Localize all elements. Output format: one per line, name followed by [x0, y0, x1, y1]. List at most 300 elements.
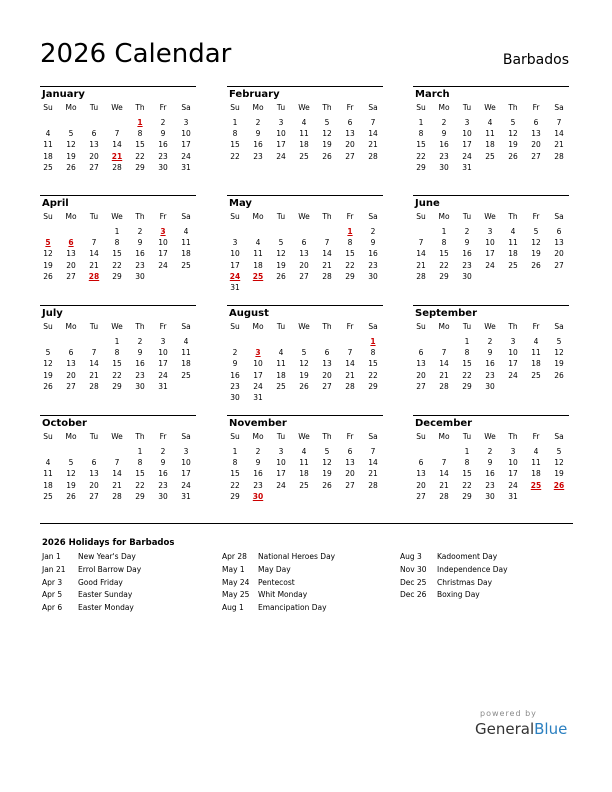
day-cell: 29 — [230, 491, 240, 501]
day-cell: 10 — [508, 458, 518, 468]
day-cell: 30 — [485, 381, 495, 391]
month-may — [227, 195, 383, 296]
day-cell: 26 — [276, 271, 286, 281]
day-cell: 13 — [416, 359, 426, 369]
day-cell: 19 — [554, 359, 564, 369]
weekday-header: Sa — [181, 212, 191, 221]
brand-logo-part1: General — [475, 720, 535, 738]
day-cell: 27 — [416, 491, 426, 501]
day-cell: 9 — [441, 129, 447, 139]
day-cell: 22 — [112, 370, 122, 380]
day-cell: 4 — [533, 337, 539, 346]
day-cell: 14 — [439, 469, 449, 479]
weekday-header: We — [111, 212, 123, 221]
day-cell: 18 — [253, 260, 263, 270]
day-cell: 26 — [66, 162, 76, 172]
day-cell: 22 — [135, 151, 145, 161]
holiday-day: 3 — [160, 227, 166, 236]
weekday-header: We — [298, 103, 310, 112]
holiday-day: 25 — [252, 271, 264, 281]
day-cell: 18 — [181, 249, 191, 259]
month-april — [40, 195, 196, 296]
holiday-day: 25 — [530, 480, 542, 490]
day-cell: 12 — [508, 129, 518, 139]
day-cell: 28 — [554, 151, 564, 161]
day-cell: 22 — [439, 260, 449, 270]
holiday-name: National Heroes Day — [258, 552, 336, 561]
day-cell: 16 — [485, 359, 495, 369]
day-cell: 16 — [485, 469, 495, 479]
weekday-header: Fr — [532, 212, 540, 221]
month-name: April — [42, 198, 69, 209]
day-cell: 29 — [345, 271, 355, 281]
weekday-header: Su — [416, 322, 426, 331]
day-cell: 17 — [276, 140, 286, 150]
month-january — [40, 86, 196, 187]
day-cell: 5 — [324, 447, 330, 456]
day-cell: 4 — [487, 118, 493, 127]
weekday-header: We — [111, 103, 123, 112]
day-cell: 2 — [464, 227, 470, 236]
day-cell: 11 — [485, 129, 495, 139]
weekday-header: Tu — [89, 212, 99, 221]
day-cell: 12 — [43, 249, 53, 259]
day-cell: 25 — [181, 370, 191, 380]
day-cell: 24 — [181, 480, 191, 490]
weekday-header: Sa — [554, 432, 564, 441]
day-cell: 7 — [556, 118, 562, 127]
weekday-header: Th — [508, 103, 518, 112]
month-november — [227, 415, 383, 516]
month-name: February — [229, 89, 280, 100]
weekday-header: Th — [135, 212, 145, 221]
day-cell: 13 — [89, 469, 99, 479]
day-cell: 5 — [68, 129, 74, 139]
holiday-date: May 25 — [222, 590, 250, 600]
day-cell: 27 — [345, 151, 355, 161]
day-cell: 22 — [112, 260, 122, 270]
day-cell: 1 — [232, 118, 238, 127]
month-february — [227, 86, 383, 187]
day-cell: 4 — [278, 348, 284, 358]
day-cell: 5 — [45, 348, 51, 358]
day-cell: 22 — [230, 480, 240, 490]
holiday-date: May 24 — [222, 577, 250, 587]
day-cell: 21 — [554, 140, 564, 150]
day-cell: 7 — [441, 458, 447, 468]
weekday-header: Fr — [346, 103, 354, 112]
day-cell: 3 — [183, 447, 189, 456]
day-cell: 20 — [89, 480, 99, 490]
day-cell: 9 — [487, 348, 493, 358]
day-cell: 15 — [112, 359, 122, 369]
day-cell: 3 — [487, 227, 493, 236]
day-cell: 4 — [301, 118, 307, 127]
day-cell: 8 — [464, 458, 470, 468]
holiday-date: May 1 — [222, 564, 245, 574]
holiday-day: 28 — [88, 271, 100, 281]
day-cell: 28 — [322, 271, 332, 281]
day-cell: 21 — [112, 480, 122, 490]
weekday-header: Su — [43, 322, 53, 331]
day-cell: 24 — [508, 480, 518, 490]
day-cell: 5 — [533, 227, 539, 236]
day-cell: 1 — [441, 227, 447, 236]
day-cell: 19 — [66, 151, 76, 161]
day-cell: 1 — [418, 118, 424, 127]
day-cell: 11 — [43, 140, 53, 150]
day-cell: 29 — [112, 271, 122, 281]
holiday-date: Nov 30 — [400, 564, 427, 574]
weekday-header: Su — [416, 432, 426, 441]
holiday-name: New Year's Day — [78, 552, 136, 561]
day-cell: 27 — [345, 480, 355, 490]
weekday-header: Mo — [252, 212, 264, 221]
day-cell: 18 — [485, 140, 495, 150]
page-title: 2026 Calendar — [40, 39, 232, 69]
weekday-header: Sa — [368, 103, 378, 112]
holiday-name: Easter Monday — [78, 603, 134, 613]
day-cell: 7 — [441, 348, 447, 358]
month-august — [227, 305, 383, 406]
weekday-header: Su — [230, 212, 240, 221]
holiday-date: Dec 25 — [400, 577, 427, 587]
day-cell: 10 — [276, 129, 286, 139]
day-cell: 6 — [533, 118, 539, 127]
month-name: June — [415, 198, 440, 209]
day-cell: 12 — [43, 359, 53, 369]
day-cell: 14 — [322, 249, 332, 259]
day-cell: 18 — [43, 480, 53, 490]
day-cell: 15 — [230, 140, 240, 150]
day-cell: 11 — [299, 458, 309, 468]
day-cell: 18 — [276, 370, 286, 380]
weekday-header: Tu — [276, 212, 286, 221]
day-cell: 7 — [418, 238, 424, 248]
holiday-date: Apr 3 — [42, 577, 63, 587]
day-cell: 18 — [181, 359, 191, 369]
weekday-header: Th — [508, 432, 518, 441]
holiday-name: Kadooment Day — [437, 552, 498, 561]
day-cell: 21 — [89, 260, 99, 270]
day-cell: 11 — [253, 249, 263, 259]
day-cell: 14 — [89, 359, 99, 369]
day-cell: 22 — [230, 151, 240, 161]
day-cell: 25 — [276, 381, 286, 391]
month-name: October — [42, 418, 87, 429]
day-cell: 28 — [439, 491, 449, 501]
weekday-header: Mo — [65, 212, 77, 221]
day-cell: 18 — [299, 140, 309, 150]
day-cell: 8 — [232, 129, 238, 139]
day-cell: 13 — [66, 249, 76, 259]
day-cell: 21 — [368, 469, 378, 479]
holiday-day: 30 — [252, 491, 264, 501]
weekday-header: Fr — [159, 103, 167, 112]
brand-logo — [475, 719, 567, 739]
day-cell: 31 — [181, 162, 191, 172]
day-cell: 8 — [441, 238, 447, 248]
month-name: May — [229, 198, 252, 209]
day-cell: 29 — [416, 162, 426, 172]
day-cell: 10 — [253, 359, 263, 369]
day-cell: 26 — [299, 381, 309, 391]
weekday-header: Su — [43, 212, 53, 221]
holiday-day: 26 — [553, 480, 565, 490]
day-cell: 10 — [158, 238, 168, 248]
day-cell: 22 — [135, 480, 145, 490]
weekday-header: We — [298, 432, 310, 441]
weekday-header: Tu — [462, 212, 472, 221]
day-cell: 14 — [439, 359, 449, 369]
day-cell: 17 — [158, 359, 168, 369]
weekday-header: Mo — [438, 432, 450, 441]
day-cell: 1 — [232, 447, 238, 456]
day-cell: 22 — [416, 151, 426, 161]
day-cell: 3 — [510, 337, 516, 346]
day-cell: 2 — [487, 337, 493, 346]
day-cell: 25 — [485, 151, 495, 161]
day-cell: 9 — [255, 458, 261, 468]
day-cell: 5 — [68, 458, 74, 468]
weekday-header: Th — [508, 322, 518, 331]
day-cell: 9 — [137, 238, 143, 248]
day-cell: 6 — [347, 447, 353, 456]
day-cell: 4 — [301, 447, 307, 456]
weekday-header: Tu — [89, 322, 99, 331]
day-cell: 9 — [370, 238, 376, 248]
day-cell: 3 — [160, 337, 166, 346]
day-cell: 7 — [114, 458, 120, 468]
day-cell: 2 — [160, 447, 166, 456]
holiday-day: 24 — [229, 271, 241, 281]
day-cell: 30 — [230, 393, 240, 402]
day-cell: 2 — [441, 118, 447, 127]
day-cell: 11 — [276, 359, 286, 369]
weekday-header: Fr — [159, 432, 167, 441]
day-cell: 20 — [531, 140, 541, 150]
day-cell: 30 — [158, 491, 168, 501]
weekday-header: We — [298, 212, 310, 221]
day-cell: 6 — [556, 227, 562, 236]
day-cell: 13 — [66, 359, 76, 369]
weekday-header: Mo — [438, 103, 450, 112]
weekday-header: Sa — [368, 322, 378, 331]
weekday-header: We — [111, 322, 123, 331]
day-cell: 12 — [66, 140, 76, 150]
holiday-day: 3 — [255, 348, 261, 358]
day-cell: 27 — [89, 491, 99, 501]
weekday-header: Tu — [276, 432, 286, 441]
country-name: Barbados — [502, 52, 569, 68]
day-cell: 4 — [45, 129, 51, 139]
weekday-header: Mo — [65, 432, 77, 441]
day-cell: 25 — [299, 151, 309, 161]
day-cell: 12 — [66, 469, 76, 479]
day-cell: 10 — [181, 129, 191, 139]
weekday-header: Sa — [368, 432, 378, 441]
weekday-header: Tu — [89, 103, 99, 112]
holiday-name: Christmas Day — [437, 577, 493, 587]
day-cell: 7 — [324, 238, 330, 248]
holiday-date: Apr 28 — [222, 552, 247, 561]
weekday-header: Tu — [462, 432, 472, 441]
day-cell: 23 — [368, 260, 378, 270]
day-cell: 19 — [508, 140, 518, 150]
holiday-day: 1 — [137, 118, 143, 127]
day-cell: 15 — [135, 469, 145, 479]
day-cell: 18 — [43, 151, 53, 161]
day-cell: 24 — [158, 260, 168, 270]
holiday-name: Whit Monday — [258, 590, 308, 600]
weekday-header: Su — [43, 432, 53, 441]
day-cell: 18 — [299, 469, 309, 479]
day-cell: 4 — [255, 238, 261, 248]
day-cell: 7 — [91, 238, 97, 248]
day-cell: 6 — [91, 129, 97, 139]
day-cell: 15 — [230, 469, 240, 479]
day-cell: 13 — [554, 238, 564, 248]
day-cell: 26 — [43, 381, 53, 391]
day-cell: 11 — [531, 458, 541, 468]
weekday-header: Mo — [438, 322, 450, 331]
day-cell: 16 — [253, 469, 263, 479]
day-cell: 17 — [462, 140, 472, 150]
day-cell: 25 — [43, 162, 53, 172]
month-december — [413, 415, 569, 516]
month-name: July — [42, 308, 63, 319]
holiday-name: Easter Sunday — [78, 590, 133, 600]
weekday-header: Tu — [462, 322, 472, 331]
day-cell: 8 — [114, 238, 120, 248]
holiday-date: Dec 26 — [400, 590, 427, 600]
day-cell: 3 — [232, 238, 238, 248]
month-march — [413, 86, 569, 187]
weekday-header: Tu — [89, 432, 99, 441]
day-cell: 28 — [416, 271, 426, 281]
day-cell: 5 — [301, 348, 307, 358]
day-cell: 1 — [137, 447, 143, 456]
day-cell: 31 — [181, 491, 191, 501]
weekday-header: Th — [322, 432, 332, 441]
weekday-header: Su — [43, 103, 53, 112]
weekday-header: Tu — [276, 322, 286, 331]
day-cell: 7 — [370, 118, 376, 127]
day-cell: 2 — [232, 348, 238, 358]
day-cell: 30 — [462, 271, 472, 281]
day-cell: 21 — [416, 260, 426, 270]
weekday-header: Sa — [181, 103, 191, 112]
day-cell: 3 — [278, 118, 284, 127]
day-cell: 30 — [439, 162, 449, 172]
day-cell: 19 — [531, 249, 541, 259]
day-cell: 3 — [278, 447, 284, 456]
weekday-header: Mo — [65, 322, 77, 331]
day-cell: 9 — [232, 359, 238, 369]
day-cell: 24 — [158, 370, 168, 380]
day-cell: 15 — [462, 359, 472, 369]
day-cell: 6 — [418, 348, 424, 358]
weekday-header: Mo — [252, 432, 264, 441]
weekday-header: Tu — [276, 103, 286, 112]
day-cell: 24 — [276, 480, 286, 490]
day-cell: 23 — [485, 480, 495, 490]
holiday-name: Emancipation Day — [258, 603, 327, 613]
day-cell: 11 — [299, 129, 309, 139]
day-cell: 13 — [345, 458, 355, 468]
day-cell: 21 — [439, 480, 449, 490]
day-cell: 19 — [322, 140, 332, 150]
holiday-name: Independence Day — [437, 564, 508, 574]
holiday-name: Good Friday — [78, 577, 123, 587]
holiday-date: Apr 6 — [42, 603, 63, 613]
holiday-name: Errol Barrow Day — [78, 564, 142, 574]
day-cell: 7 — [347, 348, 353, 358]
day-cell: 18 — [508, 249, 518, 259]
day-cell: 25 — [531, 370, 541, 380]
weekday-header: Sa — [368, 212, 378, 221]
day-cell: 21 — [345, 370, 355, 380]
day-cell: 29 — [368, 381, 378, 391]
holiday-day: 6 — [68, 238, 74, 248]
holiday-day: 21 — [111, 151, 123, 161]
holiday-date: Jan 1 — [42, 552, 61, 561]
day-cell: 13 — [89, 140, 99, 150]
day-cell: 19 — [276, 260, 286, 270]
day-cell: 29 — [439, 271, 449, 281]
day-cell: 12 — [322, 129, 332, 139]
day-cell: 8 — [347, 238, 353, 248]
day-cell: 16 — [135, 359, 145, 369]
day-cell: 6 — [347, 118, 353, 127]
weekday-header: Fr — [532, 322, 540, 331]
day-cell: 10 — [508, 348, 518, 358]
day-cell: 17 — [485, 249, 495, 259]
day-cell: 30 — [135, 381, 145, 391]
weekday-header: We — [298, 322, 310, 331]
day-cell: 8 — [370, 348, 376, 358]
day-cell: 21 — [322, 260, 332, 270]
day-cell: 6 — [301, 238, 307, 248]
weekday-header: Sa — [181, 322, 191, 331]
weekday-header: Su — [230, 103, 240, 112]
day-cell: 14 — [554, 129, 564, 139]
day-cell: 5 — [556, 447, 562, 456]
day-cell: 27 — [531, 151, 541, 161]
day-cell: 29 — [135, 491, 145, 501]
day-cell: 10 — [276, 458, 286, 468]
holiday-day: 1 — [347, 227, 353, 236]
day-cell: 22 — [462, 480, 472, 490]
day-cell: 5 — [278, 238, 284, 248]
day-cell: 20 — [89, 151, 99, 161]
day-cell: 20 — [345, 140, 355, 150]
day-cell: 12 — [322, 458, 332, 468]
day-cell: 28 — [368, 151, 378, 161]
day-cell: 19 — [66, 480, 76, 490]
day-cell: 27 — [299, 271, 309, 281]
day-cell: 8 — [137, 129, 143, 139]
day-cell: 10 — [485, 238, 495, 248]
holiday-date: Jan 21 — [42, 564, 66, 574]
day-cell: 4 — [533, 447, 539, 456]
day-cell: 2 — [370, 227, 376, 236]
weekday-header: We — [484, 212, 496, 221]
day-cell: 21 — [368, 140, 378, 150]
day-cell: 12 — [299, 359, 309, 369]
day-cell: 2 — [160, 118, 166, 127]
day-cell: 15 — [368, 359, 378, 369]
